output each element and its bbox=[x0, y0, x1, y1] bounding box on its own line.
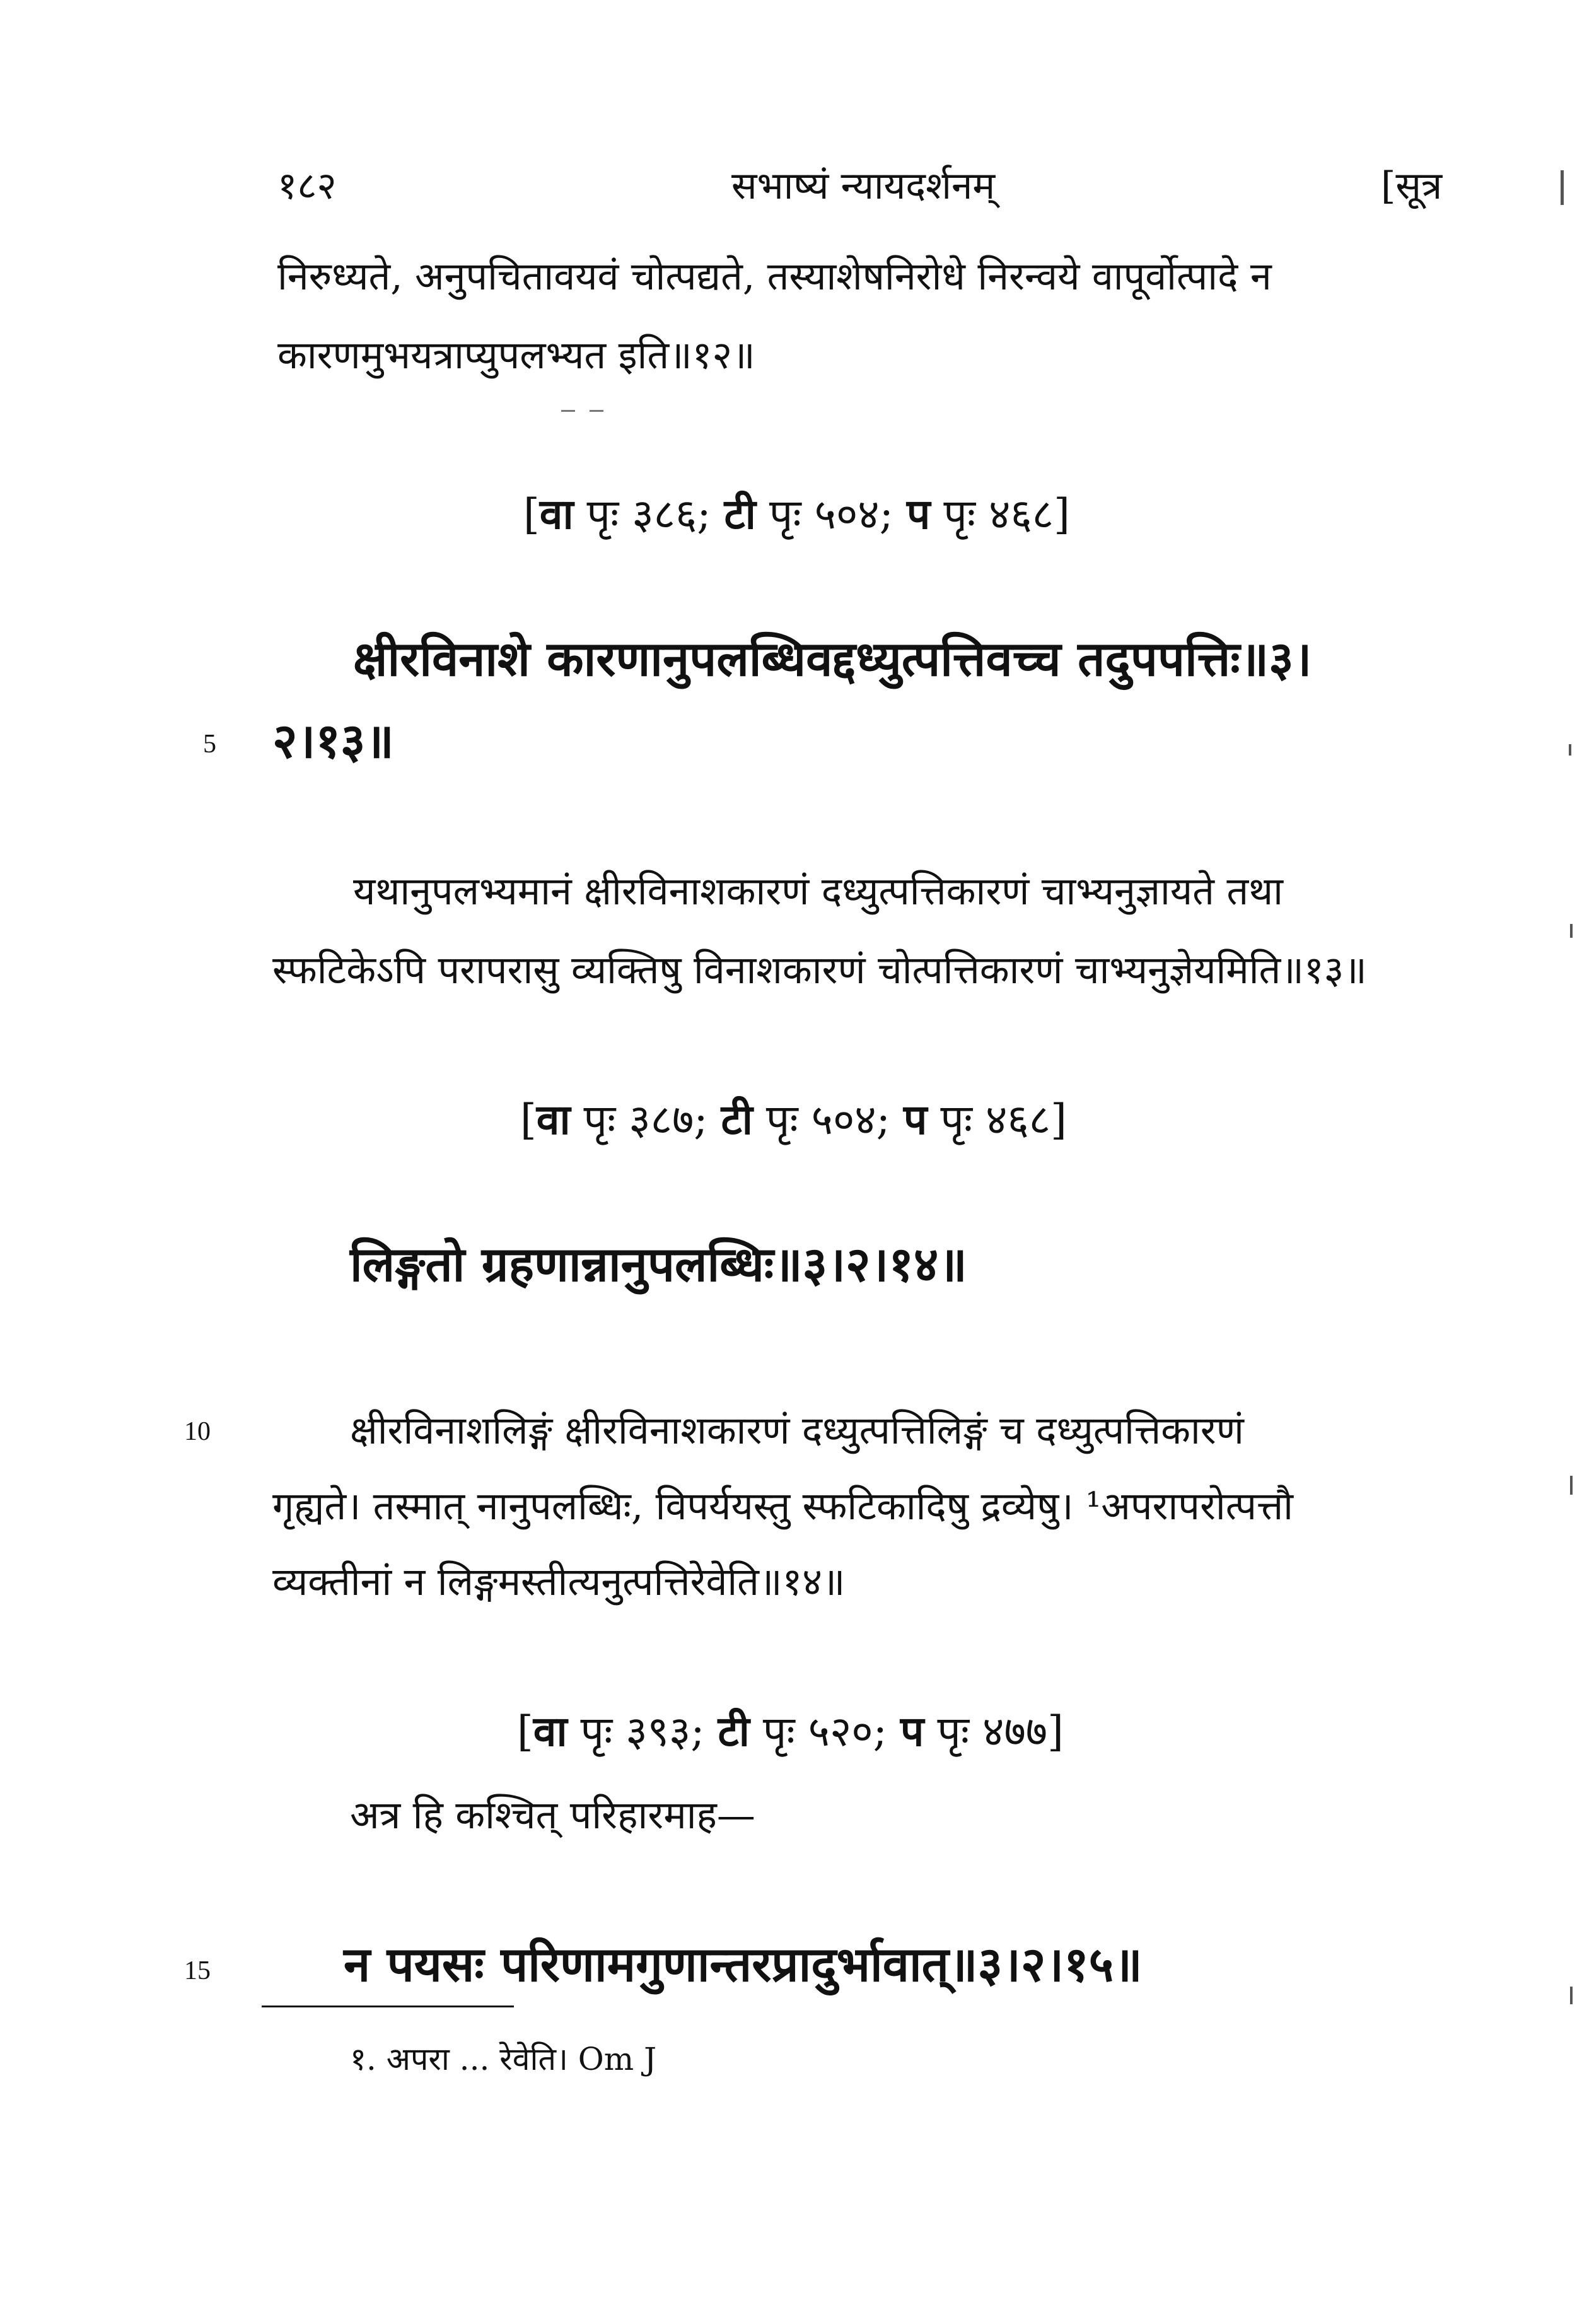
reference-citation: [वा पृः ३९३; टी पृः ५२०; प पृः ४७७] bbox=[517, 1707, 1064, 1756]
stray-mark bbox=[561, 410, 575, 412]
paragraph-line: स्फटिकेऽपि परापरासु व्यक्तिषु विनाशकारणं चोत्पत्तिकारणं चाभ्यनुज्ञेयमिति॥१३॥ bbox=[272, 948, 1367, 993]
scan-mark bbox=[1570, 1476, 1573, 1495]
paragraph-line: यथानुपलभ्यमानं क्षीरविनाशकारणं दध्युत्पत्तिकारणं चाभ्यनुज्ञायते तथा bbox=[353, 869, 1283, 914]
stray-mark bbox=[590, 410, 603, 412]
scan-mark bbox=[1569, 744, 1571, 756]
sutra-line: न पयसः परिणामगुणान्तरप्रादुर्भावात्॥३।२।१५॥ bbox=[344, 1936, 1143, 1992]
paragraph-line: कारणमुभयत्राप्युपलभ्यत इति॥१२॥ bbox=[277, 333, 755, 378]
paragraph-line: निरुध्यते, अनुपचितावयवं चोत्पद्यते, तस्याशेषनिरोधे निरन्वये वापूर्वोत्पादे न bbox=[277, 254, 1272, 299]
scan-mark bbox=[1570, 924, 1573, 938]
paragraph-line: व्यक्तीनां न लिङ्गमस्तीत्यनुत्पत्तिरेवेति॥१४॥ bbox=[272, 1560, 846, 1604]
scan-mark bbox=[1570, 1987, 1573, 2004]
paragraph-line: गृह्यते। तस्मात् नानुपलब्धिः, विपर्ययस्तु स्फटिकादिषु द्रव्येषु। ¹अपरापरोत्पत्तौ bbox=[272, 1484, 1293, 1529]
paragraph-line: क्षीरविनाशलिङ्गं क्षीरविनाशकारणं दध्युत्पत्तिलिङ्गं च दध्युत्पत्तिकारणं bbox=[350, 1408, 1244, 1453]
reference-citation: [वा पृः ३८६; टी पृः ५०४; प पृः ४६८] bbox=[523, 489, 1070, 539]
paragraph-line: अत्र हि कश्चित् परिहारमाह— bbox=[350, 1793, 755, 1838]
line-number: 10 bbox=[184, 1417, 211, 1446]
scan-mark bbox=[1561, 170, 1564, 205]
reference-citation: [वा पृः ३८७; टी पृः ५०४; प पृः ४६८] bbox=[520, 1095, 1067, 1144]
page-number: १८२ bbox=[277, 164, 337, 208]
section-marker: [सूत्र bbox=[1381, 164, 1443, 208]
footnote: १. अपरा ... रेवेति। Om J bbox=[350, 2041, 657, 2077]
line-number: 5 bbox=[203, 730, 216, 759]
sutra-line: क्षीरविनाशे कारणानुपलब्धिवद्दध्युत्पत्तिवच्च तदुपपत्तिः॥३। bbox=[353, 631, 1312, 687]
running-title: सभाष्यं न्यायदर्शनम् bbox=[731, 164, 996, 208]
sutra-line: लिङ्गतो ग्रहणान्नानुपलब्धिः॥३।२।१४॥ bbox=[350, 1236, 967, 1292]
sutra-line: २।१३॥ bbox=[272, 713, 394, 769]
footnote-rule bbox=[262, 2006, 514, 2007]
line-number: 15 bbox=[184, 1956, 211, 1985]
